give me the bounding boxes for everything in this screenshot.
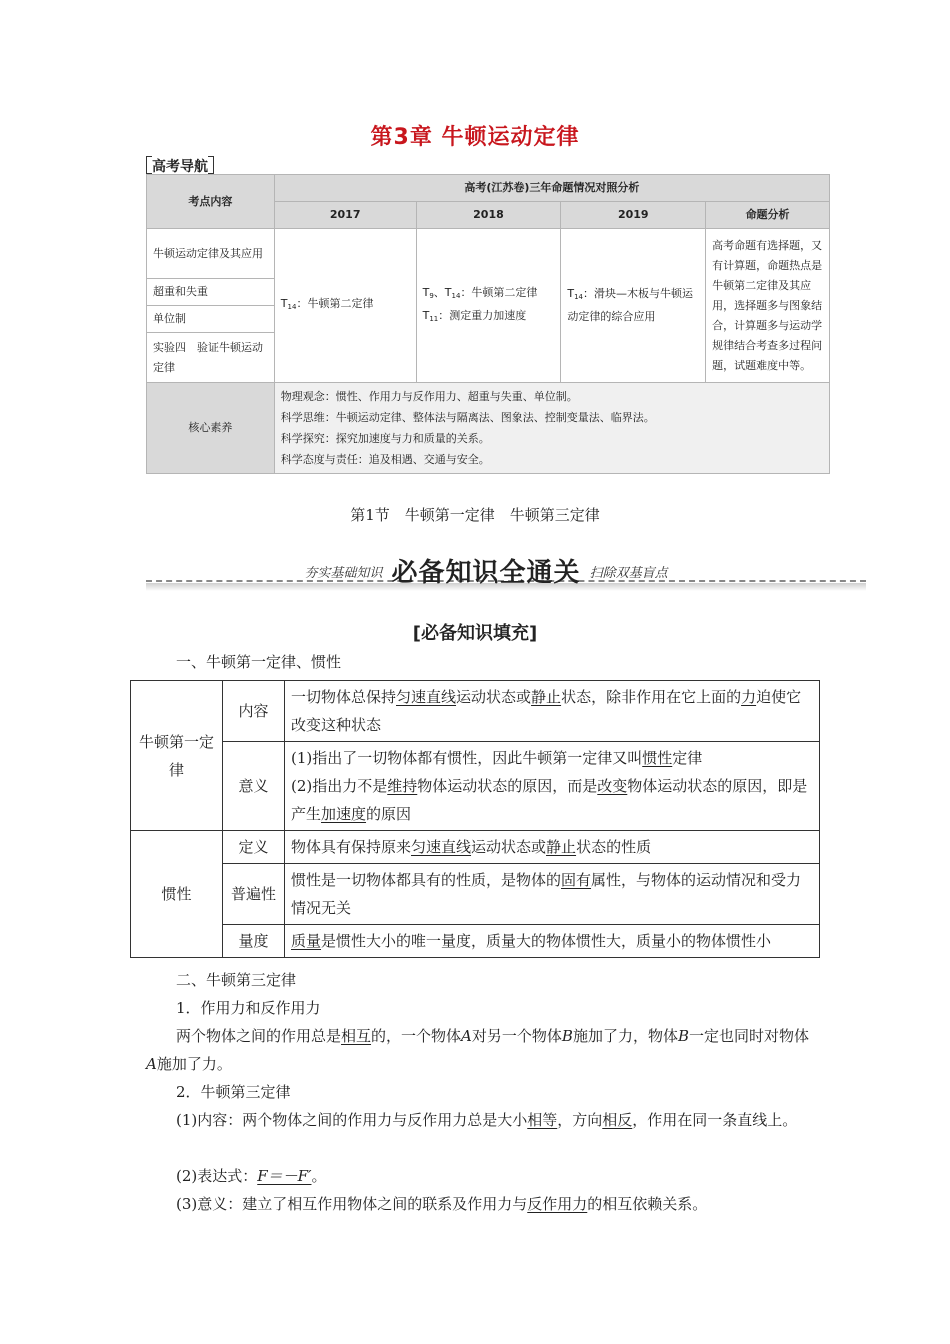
content-label: 内容	[223, 681, 285, 742]
p2-title: 2．牛顿第三定律	[176, 1083, 291, 1101]
section-title: 第1节 牛顿第一定律 牛顿第三定律	[350, 506, 600, 524]
year-2018-header: 2018	[416, 202, 561, 229]
core-label: 核心素养	[147, 383, 275, 474]
col-analysis-group-header: 高考(江苏卷)三年命题情况对照分析	[274, 175, 829, 202]
topic-cell: 超重和失重	[147, 279, 275, 306]
measure-label: 量度	[223, 925, 285, 958]
paragraph-third-law-expression: (2)表达式：F＝－F′。	[176, 1167, 327, 1185]
banner-center-text: 必备知识全通关	[391, 558, 581, 588]
core-content: 物理观念：惯性、作用力与反作用力、超重与失重、单位制。 科学思维：牛顿运动定律、整体法与隔离法、图象法、控制变量法、临界法。 科学探究：探究加速度与力和质量的关系。 科学态度与责任：追及相遇、交通与安全。	[274, 383, 829, 474]
nav-label: 高考导航	[146, 156, 214, 176]
measure-cell: 质量是惯性大小的唯一量度，质量大的物体惯性大，质量小的物体惯性小	[285, 925, 820, 958]
year-2017-header: 2017	[274, 202, 416, 229]
universality-label: 普遍性	[223, 864, 285, 925]
universality-cell: 惯性是一切物体都具有的性质，是物体的固有属性，与物体的运动情况和受力情况无关	[285, 864, 820, 925]
analysis-header: 命题分析	[706, 202, 830, 229]
year-2018-cell: $T_9$、$T_{14}$：牛顿第二定律 $T_{11}$：测定重力加速度	[416, 229, 561, 383]
part2-title: 二、牛顿第三定律	[176, 971, 297, 989]
topic-cell: 牛顿运动定律及其应用	[147, 229, 275, 279]
paragraph-action-reaction: 两个物体之间的作用总是相互的，一个物体A对另一个物体B施加了力，物体B一定也同时对物体A施加了力。	[146, 1027, 809, 1073]
paragraph-third-law-meaning: (3)意义：建立了相互作用物体之间的联系及作用力与反作用力的相互依赖关系。	[176, 1195, 708, 1213]
def-label: 定义	[223, 831, 285, 864]
col-topic-header: 考点内容	[147, 175, 275, 229]
knowledge-table	[130, 680, 820, 958]
def-cell: 物体具有保持原来匀速直线运动状态或静止状态的性质	[285, 831, 820, 864]
fill-heading: [必备知识填充]	[412, 623, 538, 644]
inertia-label: 惯性	[131, 831, 223, 958]
meaning-cell: (1)指出了一切物体都有惯性，因此牛顿第一定律又叫惯性定律 (2)指出力不是维持物体运动状态的原因，而是改变物体运动状态的原因，即是产生加速度的原因	[285, 742, 820, 831]
banner-right-text: 扫除双基盲点	[589, 566, 668, 581]
banner-left-text: 夯实基础知识	[304, 566, 383, 581]
meaning-label: 意义	[223, 742, 285, 831]
topic-cell: 单位制	[147, 306, 275, 333]
part1-title: 一、牛顿第一定律、惯性	[176, 653, 342, 671]
content-cell: 一切物体总保持匀速直线运动状态或静止状态，除非作用在它上面的力迫使它改变这种状态	[285, 681, 820, 742]
nav-table	[146, 174, 830, 474]
year-2019-header: 2019	[561, 202, 706, 229]
section-banner	[146, 552, 826, 592]
p1-title: 1．作用力和反作用力	[176, 999, 321, 1017]
law-label: 牛顿第一定律	[131, 681, 223, 831]
analysis-cell: 高考命题有选择题，又有计算题，命题热点是牛顿第二定律及其应用，选择题多与图象结合，计算题多与运动学规律结合考查多过程问题，试题难度中等。	[706, 229, 830, 383]
year-2019-cell: $T_{14}$：滑块—木板与牛顿运动定律的综合应用	[561, 229, 706, 383]
year-2017-cell: $T_{14}$：牛顿第二定律	[274, 229, 416, 383]
topic-cell: 实验四 验证牛顿运动定律	[147, 333, 275, 383]
chapter-title: 第3章 牛顿运动定律	[370, 125, 580, 150]
paragraph-third-law-content: (1)内容：两个物体之间的作用力与反作用力总是大小相等，方向相反，作用在同一条直线上。	[176, 1111, 798, 1129]
